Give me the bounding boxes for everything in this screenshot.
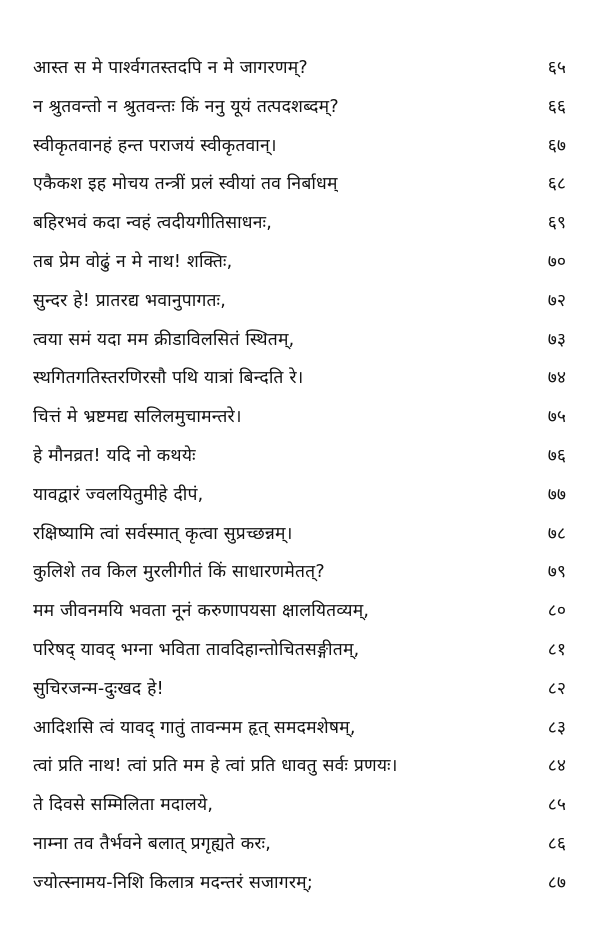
list-item [0, 359, 600, 398]
verse-number: ७७ [547, 484, 566, 505]
verse-text: नाम्ना तव तैर्भवने बलात् प्रगृह्यते करः, [33, 833, 272, 854]
list-item [0, 864, 600, 903]
list-item [0, 747, 600, 786]
list-item [0, 282, 600, 321]
list-item [0, 592, 600, 631]
verse-number: ७८ [547, 523, 566, 544]
list-item [0, 476, 600, 515]
verse-text: ज्योत्स्नामय-निशि किलात्र मदन्तरं सजागरम्; [33, 872, 313, 893]
list-item [0, 398, 600, 437]
verse-text: सुन्दर हे! प्रातरद्य भवानुपागतः, [33, 290, 227, 311]
verse-text: आदिशसि त्वं यावद् गातुं तावन्मम हृत् समदमशेषम्, [33, 717, 356, 738]
list-item [0, 127, 600, 166]
verse-text: चित्तं मे भ्रष्टमद्य सलिलमुचामन्तरे। [33, 407, 242, 428]
verse-text: रक्षिष्यामि त्वां सर्वस्मात् कृत्वा सुप्रच्छन्नम्। [33, 523, 293, 544]
verse-text: मम जीवनमयि भवता नूनं करुणापयसा क्षालयितव्यम्, [33, 601, 370, 622]
verse-number: ८२ [547, 678, 566, 699]
verse-text: स्वीकृतवानहं हन्त पराजयं स्वीकृतवान्। [33, 135, 277, 156]
verse-number: ८६ [547, 833, 566, 854]
list-item [0, 243, 600, 282]
verse-text: हे मौनव्रत! यदि नो कथयेः [33, 445, 196, 466]
verse-number: ७३ [547, 329, 566, 350]
verse-text: कुलिशे तव किल मुरलीगीतं किं साधारणमेतत्? [33, 562, 325, 583]
verse-text: त्वया समं यदा मम क्रीडाविलसितं स्थितम्, [33, 329, 295, 350]
verse-number: ८१ [547, 639, 566, 660]
verse-text: तब प्रेम वोढुं न मे नाथ! शक्तिः, [33, 251, 233, 272]
verse-text: यावद्वारं ज्वलयितुमीहे दीपं, [33, 484, 204, 505]
verse-number: ८० [547, 601, 566, 622]
verse-number: ८३ [547, 717, 566, 738]
verse-number: ७० [547, 251, 566, 272]
verse-text: परिषद् यावद् भग्ना भविता तावदिहान्तोचितसङ्गीतम्, [33, 639, 360, 660]
list-item [0, 437, 600, 476]
list-item [0, 515, 600, 554]
list-item [0, 825, 600, 864]
verse-text: स्थगितगतिस्तरणिरसौ पथि यात्रां बिन्दति रे। [33, 368, 304, 389]
list-item [0, 88, 600, 127]
verse-number: ७६ [547, 445, 566, 466]
list-item [0, 631, 600, 670]
verse-number: ६९ [547, 213, 566, 234]
list-item [0, 709, 600, 748]
list-item [0, 786, 600, 825]
verse-text: ते दिवसे सम्मिलिता मदालये, [33, 795, 214, 816]
list-item [0, 670, 600, 709]
verse-number: ७९ [547, 562, 566, 583]
verse-number: ६७ [547, 135, 566, 156]
list-item [0, 165, 600, 204]
verse-number: ७४ [547, 368, 566, 389]
verse-number: ६६ [547, 96, 566, 117]
verse-number: ७२ [547, 290, 566, 311]
verse-number: ८५ [547, 795, 566, 816]
list-item [0, 49, 600, 88]
list-item [0, 553, 600, 592]
verse-text: सुचिरजन्म-दुःखद हे! [33, 678, 164, 699]
verse-index-list [0, 49, 600, 903]
verse-number: ८७ [547, 872, 566, 893]
verse-text: न श्रुतवन्तो न श्रुतवन्तः किं ननु यूयं तत्पदशब्दम्? [33, 96, 339, 117]
verse-number: ७५ [547, 407, 566, 428]
verse-number: ८४ [547, 756, 566, 777]
verse-text: आस्त स मे पार्श्वगतस्तदपि न मे जागरणम्? [33, 58, 308, 78]
list-item [0, 321, 600, 360]
verse-text: त्वां प्रति नाथ! त्वां प्रति मम हे त्वां प्रति धावतु सर्वः प्रणयः। [33, 756, 398, 777]
verse-text: एकैकश इह मोचय तन्त्रीं प्रलं स्वीयां तव निर्बाधम् [33, 174, 338, 195]
verse-number: ६८ [547, 174, 566, 195]
list-item [0, 204, 600, 243]
verse-number: ६५ [547, 58, 566, 78]
verse-text: बहिरभवं कदा न्वहं त्वदीयगीतिसाधनः, [33, 213, 272, 234]
